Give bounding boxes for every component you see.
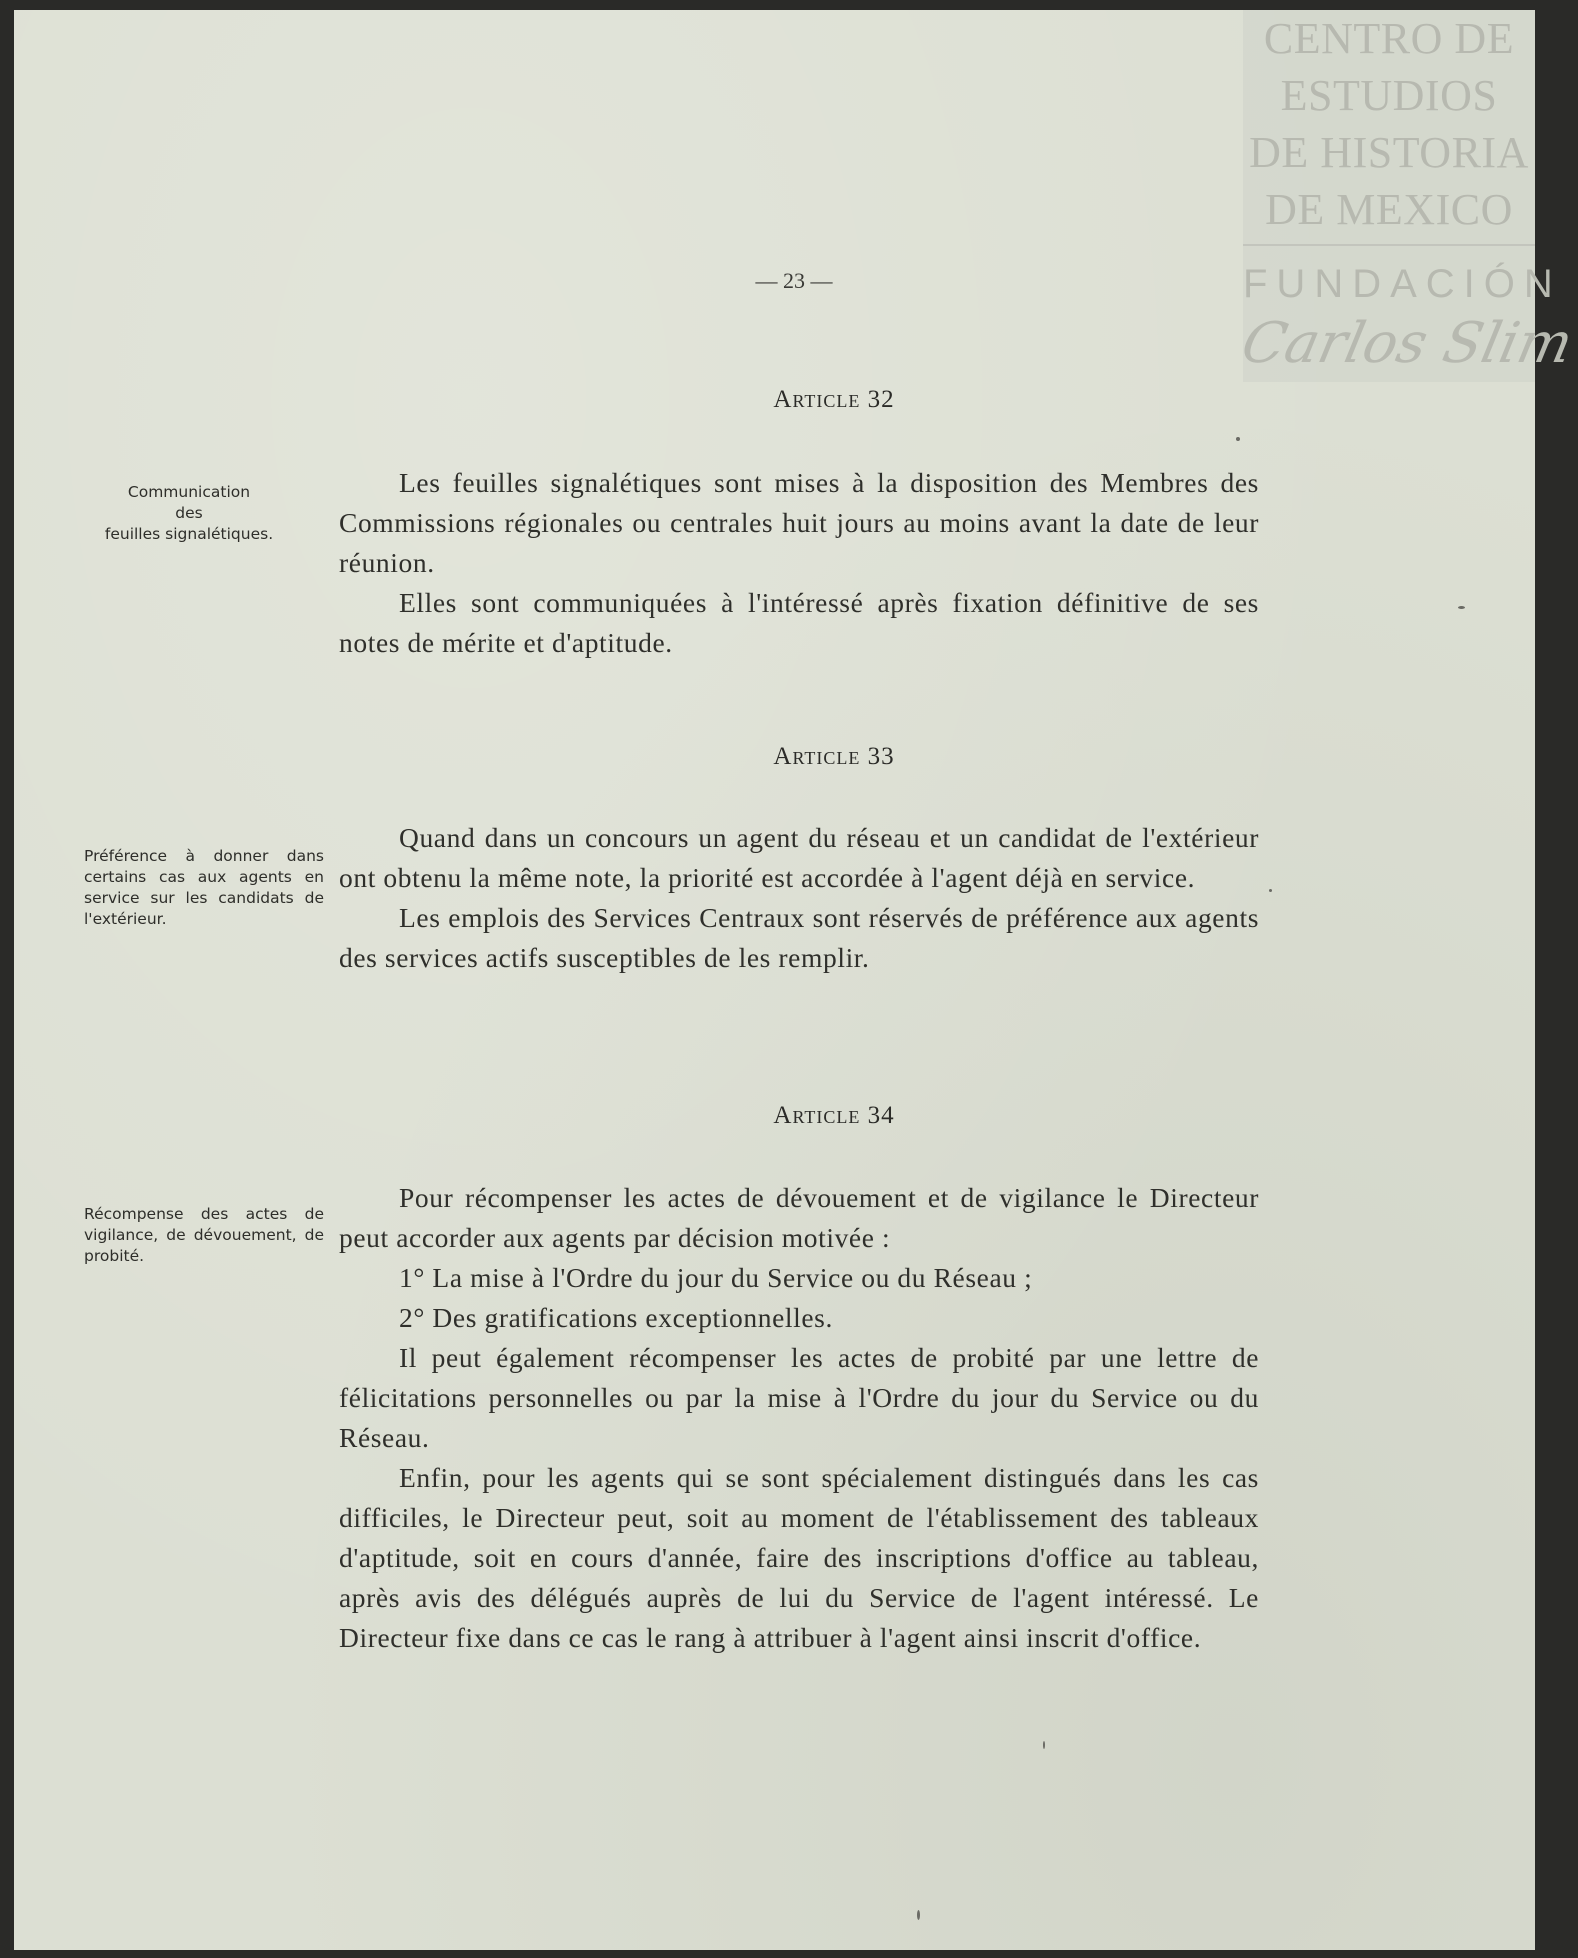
margin-note-line: des [175,504,203,522]
article-32-title: Article 32 [773,386,895,413]
paper-speck [917,1910,920,1920]
article-32-margin-note [84,482,294,545]
paper-speck [1043,1741,1045,1749]
article-33-title: Article 33 [773,743,895,770]
article-list-item: 2° Des gratifications exceptionnelles. [399,1302,833,1333]
watermark-line: DE MEXICO [1265,185,1513,234]
watermark-line: DE HISTORIA [1249,128,1529,177]
archive-watermark [1236,10,1578,382]
watermark-signature: Carlos Slim [1236,311,1578,376]
article-34-body [339,1178,1259,1658]
article-list-item: 1° La mise à l'Ordre du jour du Service ou du Réseau ; [399,1262,1033,1293]
article-paragraph: Pour récompenser les actes de dévouement et de vigilance le Directeur peut accorder aux agents par décision motivée : [339,1182,1259,1253]
article-paragraph: Enfin, pour les agents qui se sont spécialement distingués dans les cas difficiles, le Directeur peut, soit au moment de l'établissement des tableaux d'aptitude, soit en cours d'année, faire des inscriptions d'office au tableau, après avis des délégués auprès de lui du Service de l'agent intéressé. Le Directeur fixe dans ce cas le rang à attribuer à l'agent ainsi inscrit d'office. [339,1462,1259,1653]
paper-speck [1458,606,1465,609]
watermark-foundation: FUNDACIÓN [1243,262,1562,306]
page-number: — 23 — [755,268,833,293]
watermark-line: CENTRO DE [1263,14,1515,63]
article-33-body [339,818,1259,978]
article-34-margin-note: Récompense des actes de vigilance, de dévouement, de probité. [84,1205,324,1265]
article-32-body [339,463,1259,663]
margin-note-line: Communication [127,483,251,501]
article-paragraph: Il peut également récompenser les actes de probité par une lettre de félicitations personnelles ou par la mise à l'Ordre du jour du Service ou du Réseau. [339,1342,1259,1453]
article-paragraph: Elles sont communiquées à l'intéressé après fixation définitive de ses notes de mérite et d'aptitude. [339,587,1259,658]
watermark-divider [1243,244,1535,246]
paper-speck [1269,889,1272,892]
article-paragraph: Les emplois des Services Centraux sont réservés de préférence aux agents des services actifs susceptibles de les remplir. [339,902,1259,973]
paper-speck [1236,437,1240,441]
article-paragraph: Les feuilles signalétiques sont mises à la disposition des Membres des Commissions régionales ou centrales huit jours au moins avant la date de leur réunion. [339,467,1259,578]
document-page [14,10,1578,1950]
article-paragraph: Quand dans un concours un agent du réseau et un candidat de l'extérieur ont obtenu la même note, la priorité est accordée à l'agent déjà en service. [339,822,1259,893]
watermark-line: ESTUDIOS [1280,71,1498,120]
article-34-title: Article 34 [773,1102,895,1129]
article-33-margin-note: Préférence à donner dans certains cas aux agents en service sur les candidats de l'extérieur. [84,847,324,928]
margin-note-line: feuilles signalétiques. [104,525,274,543]
